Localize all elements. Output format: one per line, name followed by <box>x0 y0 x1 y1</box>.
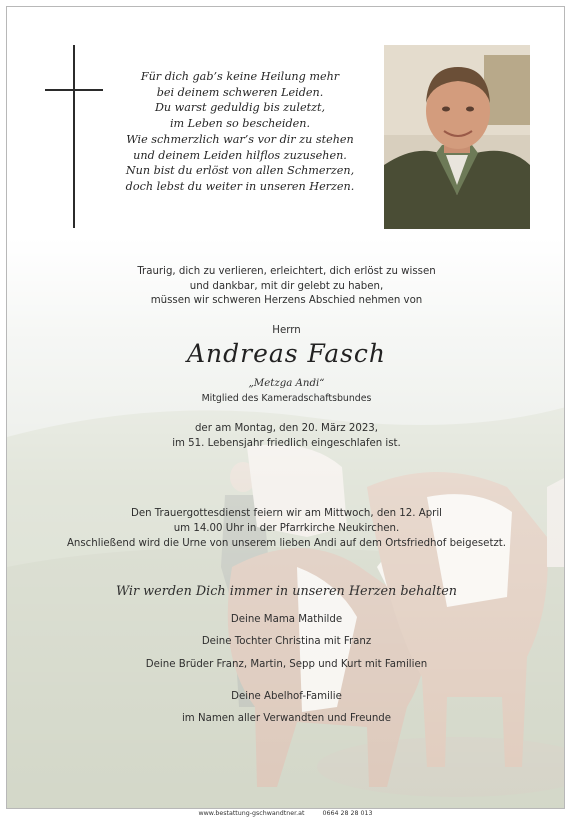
nickname: „Metzga Andi“ <box>248 378 325 389</box>
funeral-line: Den Trauergottesdienst feiern wir am Mittwoch, den 12. April <box>130 508 443 519</box>
membership: Mitglied des Kameradschaftsbundes <box>201 393 372 404</box>
poem-line: Wie schmerzlich war’s vor dir zu stehen <box>126 132 354 146</box>
mourner-line: Deine Abelhof-Familie <box>231 691 342 702</box>
memorial-poem <box>115 69 365 195</box>
cross-icon-horizontal <box>45 89 103 91</box>
intro-line: und dankbar, mit dir gelebt zu haben, <box>189 280 384 292</box>
mourner-line: Deine Mama Mathilde <box>230 614 343 625</box>
mourner-line: Deine Tochter Christina mit Franz <box>201 636 372 647</box>
death-line: der am Montag, den 20. März 2023, <box>194 423 379 434</box>
cross-icon-vertical <box>73 45 75 228</box>
poem-line: doch lebst du weiter in unseren Herzen. <box>125 179 355 193</box>
footer-website[interactable]: www.bestattung-gschwandtner.at <box>198 810 305 817</box>
footer <box>0 810 571 817</box>
poem-line: Für dich gab’s keine Heilung mehr <box>140 70 340 83</box>
obituary-card <box>6 6 565 809</box>
funeral-details <box>7 507 565 551</box>
funeral-line: Anschließend wird die Urne von unserem lieben Andi auf dem Ortsfriedhof beigesetzt. <box>66 537 507 549</box>
portrait-image <box>384 45 530 229</box>
poem-line: bei deinem schweren Leiden. <box>156 85 324 99</box>
mourner-line: Deine Brüder Franz, Martin, Sepp und Kurt mit Familien <box>145 659 428 670</box>
poem-line: Nun bist du erlöst von allen Schmerzen, <box>125 164 355 178</box>
portrait-photo <box>384 45 530 229</box>
death-line: im 51. Lebensjahr friedlich eingeschlafen ist. <box>172 437 401 449</box>
closing-phrase: Wir werden Dich immer in unseren Herzen behalten <box>115 584 458 599</box>
intro-line: müssen wir schweren Herzens Abschied nehmen von <box>150 295 423 306</box>
mourner-line: im Namen aller Verwandten und Freunde <box>181 713 392 724</box>
death-notice <box>7 422 565 451</box>
poem-line: und deinem Leiden hilflos zuzusehen. <box>133 148 347 162</box>
footer-phone: 0664 28 28 013 <box>322 810 373 817</box>
funeral-line: um 14.00 Uhr in der Pfarrkirche Neukirchen. <box>173 522 400 534</box>
deceased-name: Andreas Fasch <box>186 339 387 368</box>
intro-line: Traurig, dich zu verlieren, erleichtert, dich erlöst zu wissen <box>137 266 436 277</box>
intro-text <box>7 265 565 309</box>
poem-line: Du warst geduldig bis zuletzt, <box>154 101 326 115</box>
poem-line: im Leben so bescheiden. <box>169 117 311 131</box>
salutation: Herrn <box>272 325 301 336</box>
